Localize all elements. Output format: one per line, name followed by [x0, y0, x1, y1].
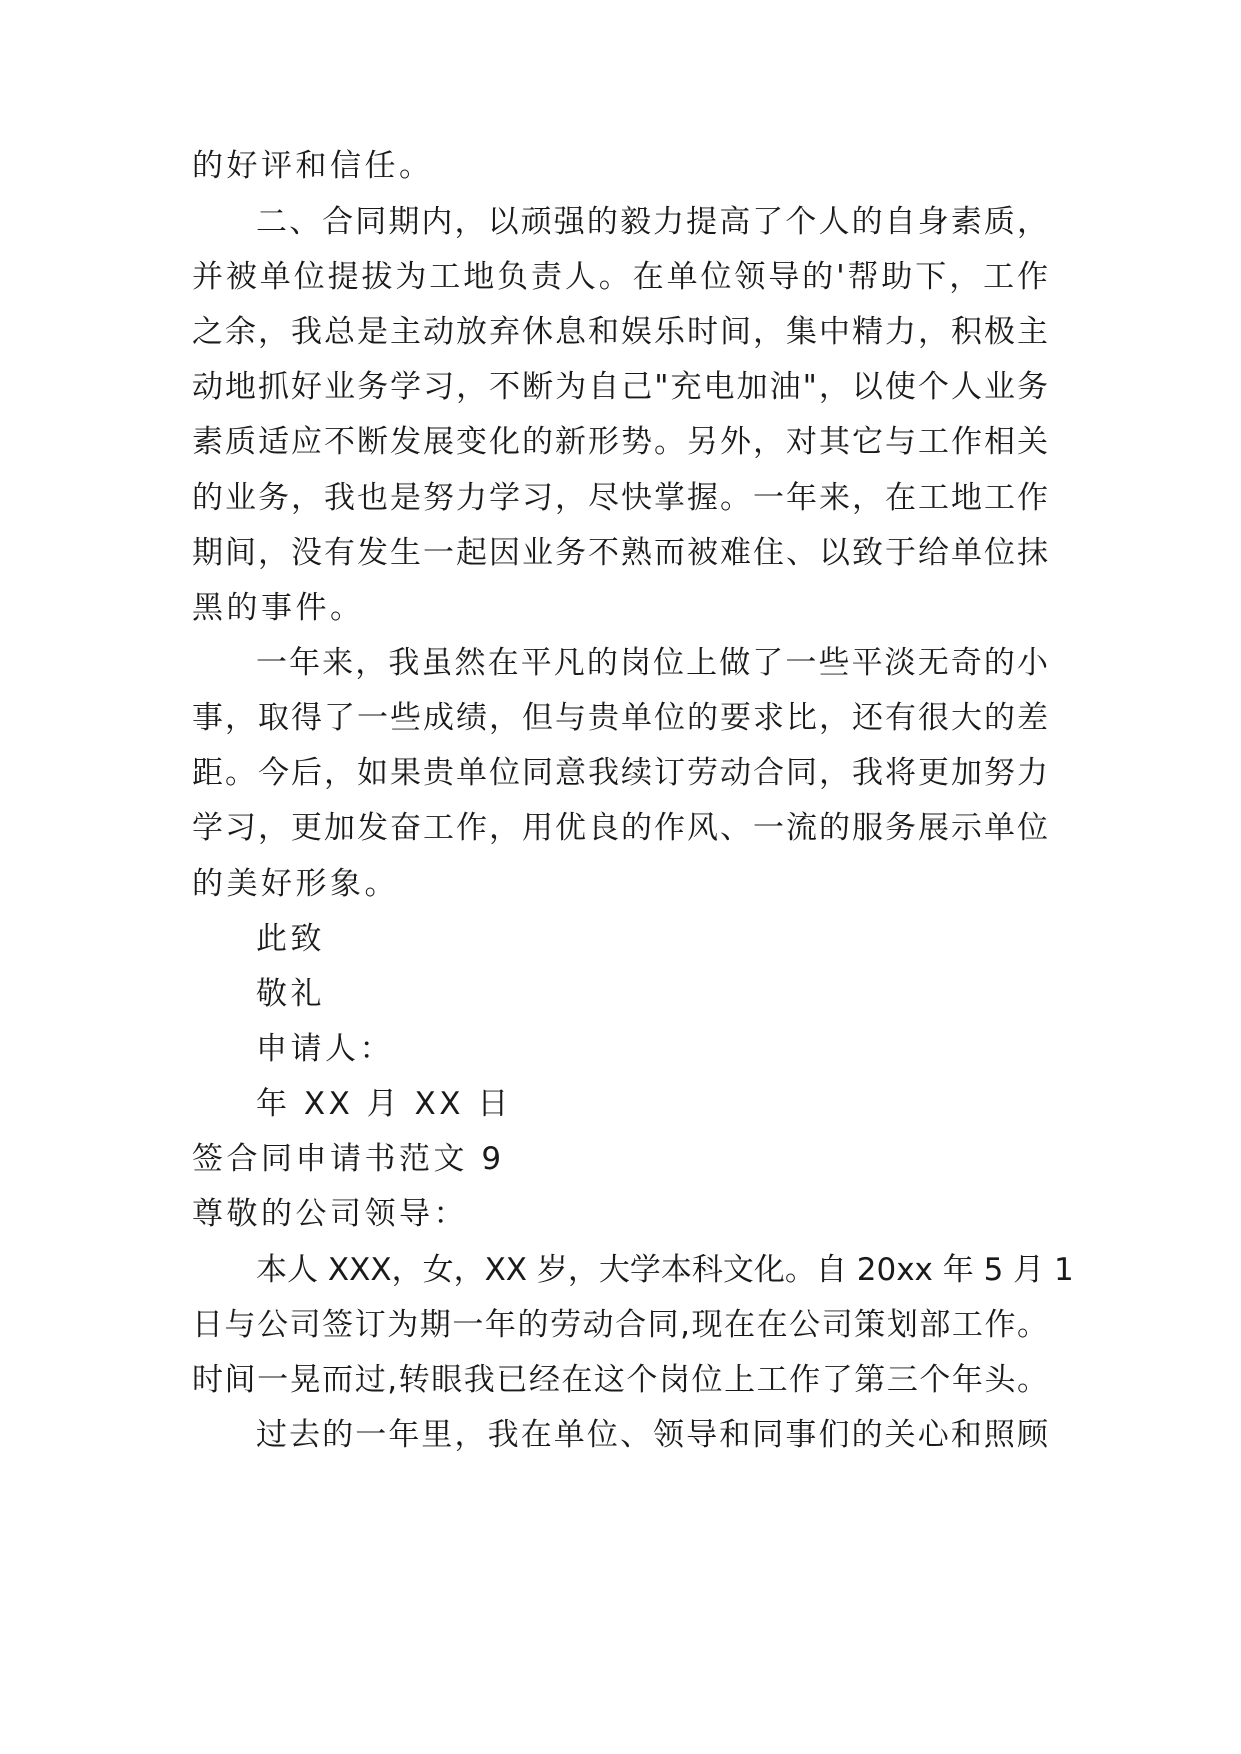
- text-line: 距。今后，如果贵单位同意我续订劳动合同，我将更加努力: [192, 755, 1048, 791]
- text-line: 素质适应不断发展变化的新形势。另外，对其它与工作相关: [192, 424, 1048, 460]
- closing-salutation: 此致: [256, 921, 325, 957]
- text-line: 之余，我总是主动放弃休息和娱乐时间，集中精力，积极主: [192, 314, 1048, 350]
- greeting: 尊敬的公司领导：: [192, 1196, 468, 1232]
- paragraph-start: 二、合同期内，以顽强的毅力提高了个人的自身素质，: [256, 204, 1048, 240]
- text-line: 的美好形象。: [192, 866, 399, 902]
- section-title: 签合同申请书范文 9: [192, 1141, 505, 1177]
- text-line: 日与公司签订为期一年的劳动合同,现在在公司策划部工作。: [192, 1307, 1048, 1343]
- text-line: 事，取得了一些成绩，但与贵单位的要求比，还有很大的差: [192, 700, 1048, 736]
- text-line: 并被单位提拔为工地负责人。在单位领导的'帮助下，工作: [192, 259, 1048, 295]
- text-line: 的业务，我也是努力学习，尽快掌握。一年来，在工地工作: [192, 480, 1048, 516]
- paragraph-start: 本人 XXX，女，XX 岁，大学本科文化。自 20xx 年 5 月 1: [256, 1252, 1074, 1288]
- text-line: 动地抓好业务学习，不断为自己"充电加油"，以使个人业务: [192, 369, 1048, 405]
- closing-regards: 敬礼: [256, 976, 325, 1012]
- text-line: 期间，没有发生一起因业务不熟而被难住、以致于给单位抹: [192, 535, 1048, 571]
- text-line: 时间一晃而过,转眼我已经在这个岗位上工作了第三个年头。: [192, 1362, 1048, 1398]
- text-line: 学习，更加发奋工作，用优良的作风、一流的服务展示单位: [192, 810, 1048, 846]
- text-line: 黑的事件。: [192, 590, 365, 626]
- paragraph-start: 过去的一年里，我在单位、领导和同事们的关心和照顾: [256, 1417, 1048, 1453]
- applicant-label: 申请人：: [256, 1031, 394, 1067]
- date-line: 年 XX 月 XX 日: [256, 1086, 512, 1122]
- text-line: 的好评和信任。: [192, 148, 434, 184]
- paragraph-start: 一年来，我虽然在平凡的岗位上做了一些平淡无奇的小: [256, 645, 1048, 681]
